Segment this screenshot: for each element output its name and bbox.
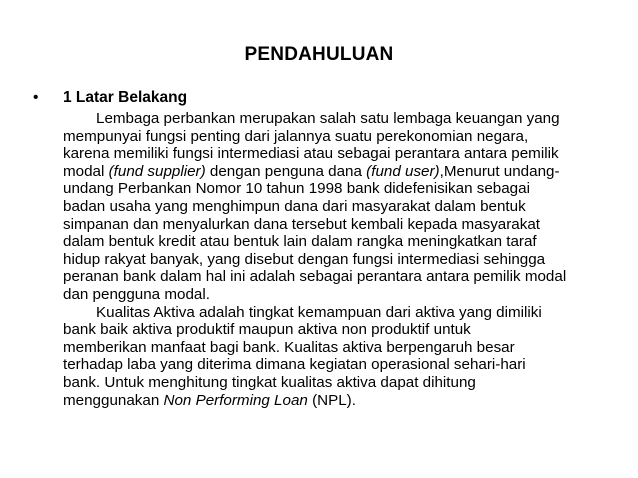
bullet-marker: •: [33, 89, 39, 106]
paragraph1-line: simpanan dan menyalurkan dana tersebut kembali kepada masyarakat: [63, 215, 540, 233]
italic-term: Non Performing Loan: [163, 391, 308, 409]
paragraph1-line: peranan bank dalam hal ini adalah sebagai perantara antara pemilik modal: [63, 268, 567, 286]
body-text: [63, 110, 623, 409]
paragraph2-line: [63, 392, 623, 410]
paragraph1-line: hidup rakyat banyak, yang disebut dengan fungsi intermediasi sehingga: [63, 250, 546, 268]
paragraph2-line: bank baik aktiva produktif maupun aktiva non produktif untuk: [63, 321, 471, 339]
italic-term: (fund user): [366, 162, 440, 180]
paragraph2-line: terhadap laba yang diterima dimana kegiatan operasional sehari-hari: [63, 356, 526, 374]
paragraph2-line: memberikan manfaat bagi bank. Kualitas aktiva berpengaruh besar: [63, 338, 515, 356]
paragraph1-line: badan usaha yang menghimpun dana dari masyarakat dalam bentuk: [63, 197, 526, 215]
paragraph2-line: Kualitas Aktiva adalah tingkat kemampuan dari aktiva yang dimiliki: [96, 303, 542, 321]
bullet-heading: [33, 89, 187, 107]
text-segment: (NPL).: [307, 391, 356, 409]
paragraph2-line: bank. Untuk menghitung tingkat kualitas aktiva dapat dihitung: [63, 373, 476, 391]
text-segment: menggunakan: [63, 391, 164, 409]
paragraph1-line: [63, 163, 623, 181]
paragraph1-line: karena memiliki fungsi intermediasi atau sebagai perantara antara pemilik: [63, 145, 559, 163]
text-segment: ,Menurut undang-: [439, 162, 560, 180]
italic-term: (fund supplier): [108, 162, 206, 180]
text-segment: dengan penguna dana: [205, 162, 367, 180]
slide-title: PENDAHULUAN: [244, 44, 394, 65]
section-heading: 1 Latar Belakang: [63, 89, 188, 106]
paragraph1-line: dan pengguna modal.: [63, 285, 210, 303]
paragraph1-line: dalam bentuk kredit atau bentuk lain dalam rangka meningkatkan taraf: [63, 233, 537, 251]
text-segment: modal: [63, 162, 109, 180]
paragraph1-line: Lembaga perbankan merupakan salah satu lembaga keuangan yang: [96, 110, 560, 127]
paragraph1-line: mempunyai fungsi penting dari jalannya suatu perekonomian negara,: [63, 127, 529, 145]
paragraph1-line: undang Perbankan Nomor 10 tahun 1998 bank didefenisikan sebagai: [63, 180, 530, 198]
